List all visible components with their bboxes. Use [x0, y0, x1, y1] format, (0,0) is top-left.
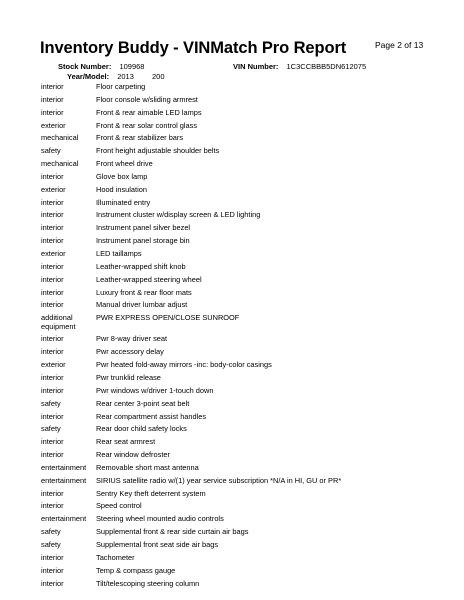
feature-category: additional equipment — [41, 313, 76, 331]
feature-list — [41, 83, 441, 592]
feature-description: Pwr 8-way driver seat — [96, 334, 168, 344]
feature-description: Temp & compass gauge — [96, 565, 176, 575]
feature-description: Leather-wrapped shift knob — [96, 261, 186, 271]
feature-category: interior — [41, 411, 64, 421]
feature-row — [41, 400, 441, 413]
page-number: Page 2 of 13 — [375, 40, 424, 50]
feature-category: interior — [41, 373, 64, 383]
feature-description: Luxury front & rear floor mats — [96, 287, 192, 297]
feature-row — [41, 314, 441, 335]
feature-category: safety — [41, 424, 61, 434]
year-value: 2013 — [117, 72, 134, 81]
feature-category: entertainment — [41, 462, 87, 472]
feature-row — [41, 276, 441, 289]
feature-row — [41, 541, 441, 554]
feature-description: Illuminated entry — [96, 197, 151, 207]
feature-description: Leather-wrapped steering wheel — [96, 274, 202, 284]
stock-number-label: Stock Number: — [58, 62, 112, 71]
feature-description: Front wheel drive — [96, 159, 153, 169]
feature-row — [41, 567, 441, 580]
feature-category: interior — [41, 347, 64, 357]
feature-description: Pwr accessory delay — [96, 347, 164, 357]
feature-description: Instrument cluster w/display screen & LED lighting — [96, 210, 261, 220]
feature-category: interior — [41, 171, 64, 181]
feature-category: interior — [41, 261, 64, 271]
feature-row — [41, 451, 441, 464]
feature-description: Front height adjustable shoulder belts — [96, 146, 220, 156]
feature-row — [41, 109, 441, 122]
feature-category: exterior — [41, 360, 66, 370]
feature-category: interior — [41, 94, 64, 104]
feature-category: interior — [41, 287, 64, 297]
feature-description: Speed control — [96, 501, 142, 511]
feature-category: exterior — [41, 184, 66, 194]
year-model — [67, 72, 165, 81]
feature-description: Hood insulation — [96, 184, 147, 194]
feature-category: safety — [41, 527, 61, 537]
feature-row — [41, 554, 441, 567]
feature-description: LED taillamps — [96, 248, 142, 258]
feature-description: Pwr trunklid release — [96, 373, 161, 383]
feature-category: interior — [41, 107, 64, 117]
feature-category: interior — [41, 565, 64, 575]
feature-category: interior — [41, 300, 64, 310]
feature-category: entertainment — [41, 514, 87, 524]
feature-description: Front & rear aimable LED lamps — [96, 107, 202, 117]
feature-description: Sentry Key theft deterrent system — [96, 488, 206, 498]
feature-description: Instrument panel storage bin — [96, 236, 190, 246]
feature-description: Rear window defroster — [96, 450, 170, 460]
feature-row — [41, 263, 441, 276]
feature-category: interior — [41, 82, 64, 91]
feature-category: interior — [41, 334, 64, 344]
feature-category: safety — [41, 539, 61, 549]
feature-row — [41, 374, 441, 387]
feature-description: Tachometer — [96, 552, 135, 562]
feature-description: Rear door child safety locks — [96, 424, 187, 434]
feature-description: Instrument panel silver bezel — [96, 223, 191, 233]
feature-description: Pwr heated fold-away mirrors -inc: body-color casings — [96, 360, 272, 370]
feature-description: Front & rear stabilizer bars — [96, 133, 184, 143]
model-value: 200 — [151, 72, 165, 81]
feature-row — [41, 160, 441, 173]
feature-description: Pwr windows w/driver 1-touch down — [96, 385, 214, 395]
feature-description: Rear seat armrest — [96, 437, 156, 447]
feature-category: interior — [41, 437, 64, 447]
stock-number — [58, 62, 144, 71]
feature-category: interior — [41, 385, 64, 395]
feature-category: mechanical — [41, 133, 79, 143]
feature-description: Floor carpeting — [96, 82, 146, 91]
feature-description: Floor console w/sliding armrest — [96, 94, 198, 104]
feature-category: safety — [41, 146, 61, 156]
feature-category: interior — [41, 450, 64, 460]
feature-row — [41, 96, 441, 109]
feature-category: interior — [41, 488, 64, 498]
feature-row — [41, 173, 441, 186]
feature-category: entertainment — [41, 475, 87, 485]
feature-description: Glove box lamp — [96, 171, 148, 181]
feature-row — [41, 186, 441, 199]
feature-description: Supplemental front & rear side curtain air bags — [96, 527, 249, 537]
feature-row — [41, 477, 441, 490]
feature-row — [41, 250, 441, 263]
feature-category: exterior — [41, 248, 66, 258]
feature-description: Rear center 3-point seat belt — [96, 398, 190, 408]
year-model-label: Year/Model: — [67, 72, 110, 81]
feature-description: PWR EXPRESS OPEN/CLOSE SUNROOF — [96, 313, 240, 323]
feature-category: interior — [41, 501, 64, 511]
feature-description: Steering wheel mounted audio controls — [96, 514, 224, 524]
feature-category: exterior — [41, 120, 66, 130]
feature-category: interior — [41, 210, 64, 220]
vin-number-value: 1C3CCBBB5DN612075 — [286, 62, 367, 71]
feature-category: interior — [41, 578, 64, 588]
feature-row — [41, 83, 441, 96]
feature-description: Front & rear solar control glass — [96, 120, 198, 130]
feature-row — [41, 580, 441, 593]
feature-row — [41, 464, 441, 477]
feature-row — [41, 387, 441, 400]
stock-number-value: 109968 — [119, 62, 145, 71]
report-title: Inventory Buddy - VINMatch Pro Report — [40, 39, 347, 57]
feature-description: Rear compartment assist handles — [96, 411, 207, 421]
feature-description: SIRIUS satellite radio w/(1) year service subscription *N/A in HI, GU or PR* — [96, 475, 342, 485]
feature-category: interior — [41, 223, 64, 233]
feature-category: interior — [41, 197, 64, 207]
feature-category: mechanical — [41, 159, 79, 169]
vin-number — [233, 62, 366, 71]
feature-description: Tilt/telescoping steering column — [96, 578, 200, 588]
feature-category: interior — [41, 552, 64, 562]
vin-number-label: VIN Number: — [233, 62, 279, 71]
feature-description: Supplemental front seat side air bags — [96, 539, 219, 549]
feature-description: Removable short mast antenna — [96, 462, 199, 472]
feature-category: safety — [41, 398, 61, 408]
feature-category: interior — [41, 236, 64, 246]
feature-description: Manual driver lumbar adjust — [96, 300, 188, 310]
feature-category: interior — [41, 274, 64, 284]
